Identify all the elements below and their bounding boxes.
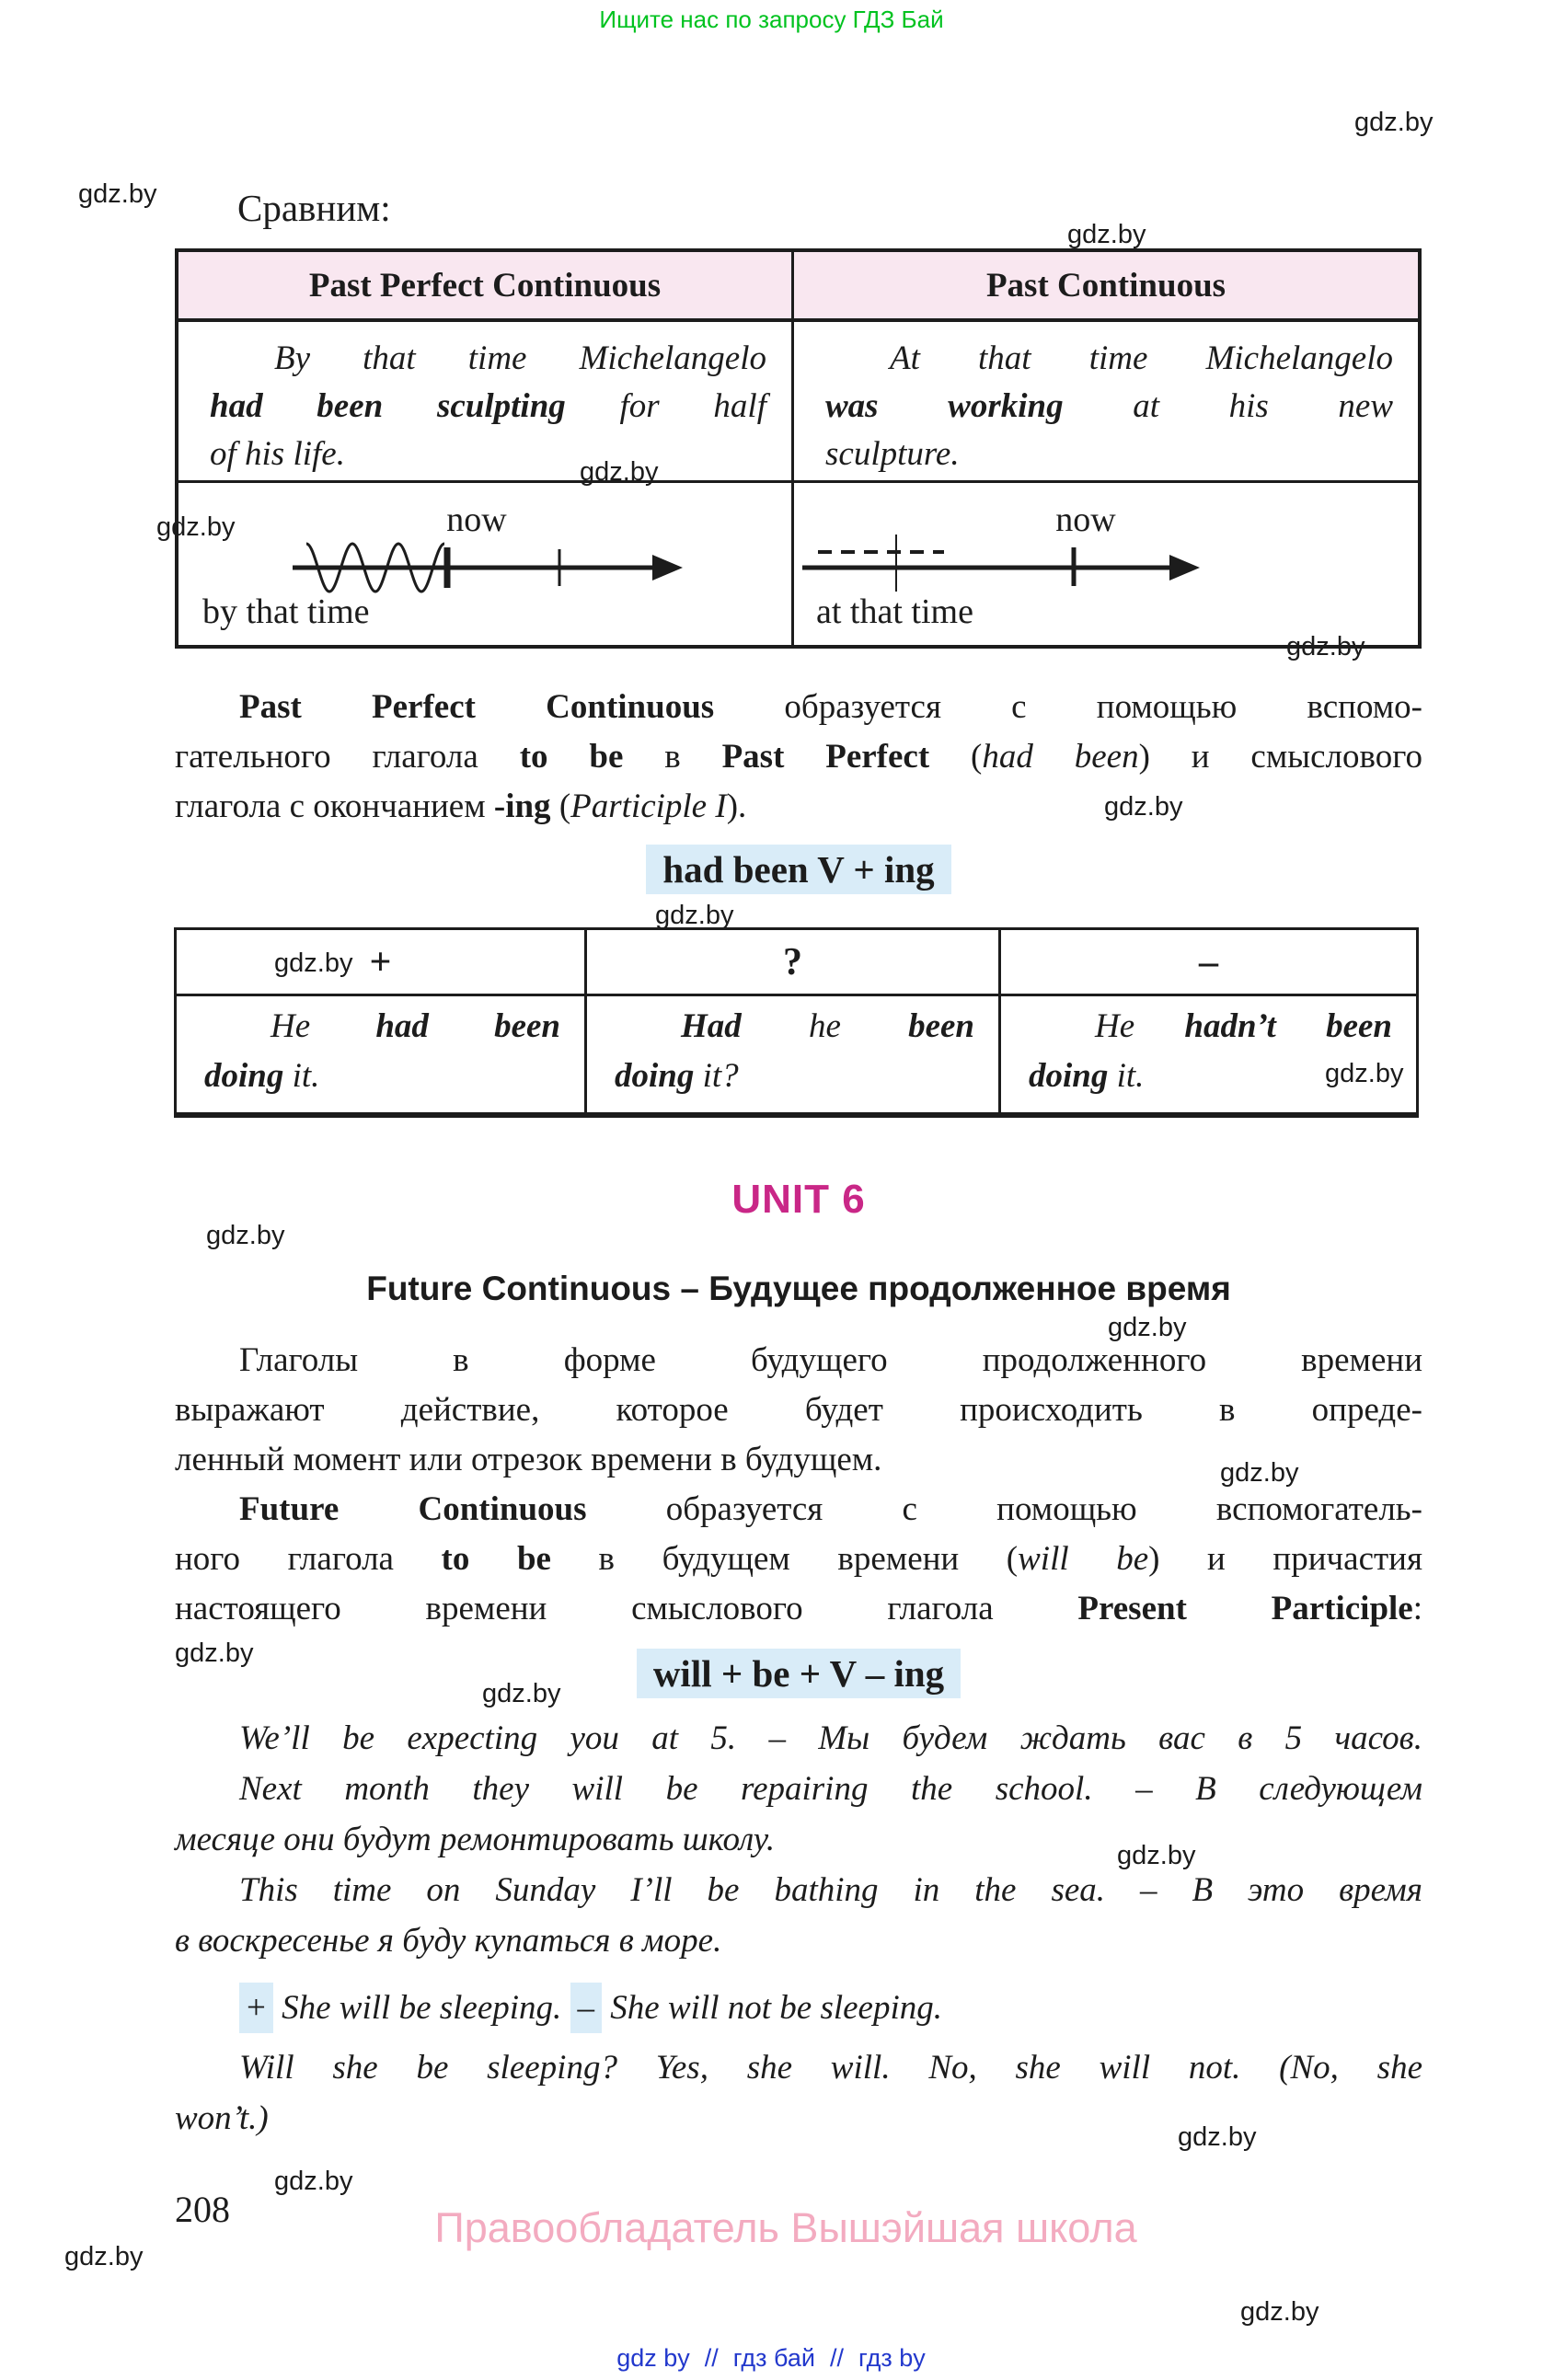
formula-highlight: will + be + V – ing	[637, 1649, 961, 1698]
example-sentence: Next month they will be repairing the school. – В следующем	[239, 1770, 1422, 1808]
past-continuous-example: At that time Michelangelo was working at his new sculpture.	[825, 339, 1394, 473]
negative-example: He hadn’t been doing it.	[1029, 1007, 1392, 1095]
future-continuous-rule: Future Continuous образуется с помощью вспомогатель- ного глагола to be в будущем времени (will be) и причастия настоящего времени смыслового глагола Present Participle:	[175, 1490, 1423, 1627]
arrowhead-icon	[1169, 555, 1200, 581]
top-banner-text: Ищите нас по запросу ГДЗ Бай	[599, 6, 944, 33]
gdz-watermark: gdz.by	[1220, 1458, 1299, 1488]
gdz-watermark: gdz.by	[482, 1679, 561, 1708]
gdz-watermark: gdz.by	[156, 512, 236, 542]
compare-heading: Сравним:	[237, 187, 391, 229]
gdz-watermark: gdz.by	[1104, 792, 1183, 822]
plus-highlight: +	[239, 1983, 273, 2033]
example-sentence: We’ll be expecting you at 5. – Мы будем ждать вас в 5 часов.	[239, 1719, 1422, 1757]
footer-link-gdz-bai[interactable]: гдз бай	[732, 2344, 815, 2372]
timeline-caption-right: at that time	[816, 592, 973, 631]
timeline-caption-left: by that time	[202, 592, 370, 631]
header-past-continuous: Past Continuous	[985, 266, 1226, 305]
footer-link-gdz-by-2[interactable]: гдз by	[858, 2344, 926, 2372]
footer-link-separator: //	[829, 2344, 845, 2372]
timeline-now-label-left: now	[446, 500, 507, 539]
timeline-diagram-dashed	[794, 483, 1418, 645]
example-sentence: в воскресенье я буду купаться в море.	[175, 1922, 722, 1960]
formula-had-been-ving	[175, 845, 1422, 894]
unit-heading: UNIT 6	[731, 1177, 866, 1222]
timeline-diagram-wavy	[178, 483, 794, 645]
gdz-watermark: gdz.by	[64, 2242, 144, 2271]
timeline-now-label-right: now	[1055, 500, 1116, 539]
footer-link-separator: //	[704, 2344, 719, 2372]
gdz-watermark: gdz.by	[1108, 1313, 1187, 1342]
gdz-watermark: gdz.by	[206, 1221, 285, 1250]
example-sentence: месяце они будут ремонтировать школу.	[175, 1821, 776, 1858]
affirmative-example: He had been doing it.	[177, 996, 587, 1112]
header-affirmative: +	[177, 930, 587, 994]
formula-will-be-ving	[175, 1649, 1422, 1698]
past-perfect-continuous-rule: Past Perfect Continuous образуется с помощью вспомо- гательного глагола to be в Past Perfect (had been) и смыслового глагола с окончанием -ing (Participle I).	[175, 688, 1422, 825]
header-past-perfect-continuous: Past Perfect Continuous	[178, 252, 794, 318]
forms-table-header	[177, 930, 1416, 996]
gdz-watermark: gdz.by	[655, 901, 734, 930]
tense-compare-table-header	[178, 252, 1418, 322]
gdz-watermark: gdz.by	[580, 457, 659, 487]
header-negative: –	[1199, 940, 1218, 983]
timeline-past-continuous	[794, 483, 1418, 645]
gdz-watermark: gdz.by	[274, 2167, 353, 2196]
gdz-watermark: gdz.by	[1067, 220, 1146, 249]
footer-link-gdz-by[interactable]: gdz by	[616, 2344, 690, 2372]
arrowhead-icon	[652, 555, 683, 581]
gdz-watermark: gdz.by	[1325, 1059, 1404, 1088]
footer-links	[616, 2344, 926, 2373]
forms-table-body	[177, 996, 1416, 1112]
gdz-watermark: gdz.by	[1178, 2122, 1257, 2152]
affirmative-negative-line: + She will be sleeping. – She will not be sleeping.	[175, 1983, 1422, 2033]
gdz-watermark: gdz.by	[1286, 632, 1365, 661]
gdz-watermark: gdz.by	[274, 949, 353, 978]
question-answer-line: Will she be sleeping? Yes, she will. No, she will not. (No, she	[239, 2049, 1422, 2087]
interrogative-example: Had he been doing it?	[587, 996, 1001, 1112]
gdz-watermark: gdz.by	[1117, 1841, 1196, 1870]
timeline-row	[178, 483, 1418, 645]
timeline-past-perfect-continuous	[178, 483, 794, 645]
forms-table	[174, 927, 1419, 1118]
publisher-line: Правообладатель Вышэйшая школа	[434, 2204, 1137, 2251]
example-sentence-row	[178, 322, 1418, 483]
future-continuous-meaning: Глаголы в форме будущего продолженного времени выражают действие, которое будет происходить в опреде- ленный момент или отрезок времени в будущем.	[175, 1341, 1422, 1478]
formula-highlight: had been V + ing	[646, 845, 950, 894]
header-interrogative: ?	[587, 930, 1001, 994]
question-answer-line: won’t.)	[175, 2099, 269, 2137]
past-perfect-continuous-example: By that time Michelangelo had been sculpting for half of his life.	[178, 322, 794, 480]
gdz-watermark: gdz.by	[175, 1638, 254, 1668]
gdz-watermark: gdz.by	[1354, 108, 1434, 137]
gdz-watermark: gdz.by	[1240, 2297, 1319, 2327]
future-continuous-examples	[175, 1713, 1422, 2144]
section-title: Future Continuous – Будущее продолженное время	[366, 1270, 1231, 1307]
gdz-watermark: gdz.by	[78, 179, 157, 209]
page-number: 208	[175, 2189, 230, 2230]
tense-compare-table	[175, 248, 1422, 649]
minus-highlight: –	[570, 1983, 603, 2033]
example-sentence: This time on Sunday I’ll be bathing in the sea. – В это время	[239, 1871, 1422, 1909]
